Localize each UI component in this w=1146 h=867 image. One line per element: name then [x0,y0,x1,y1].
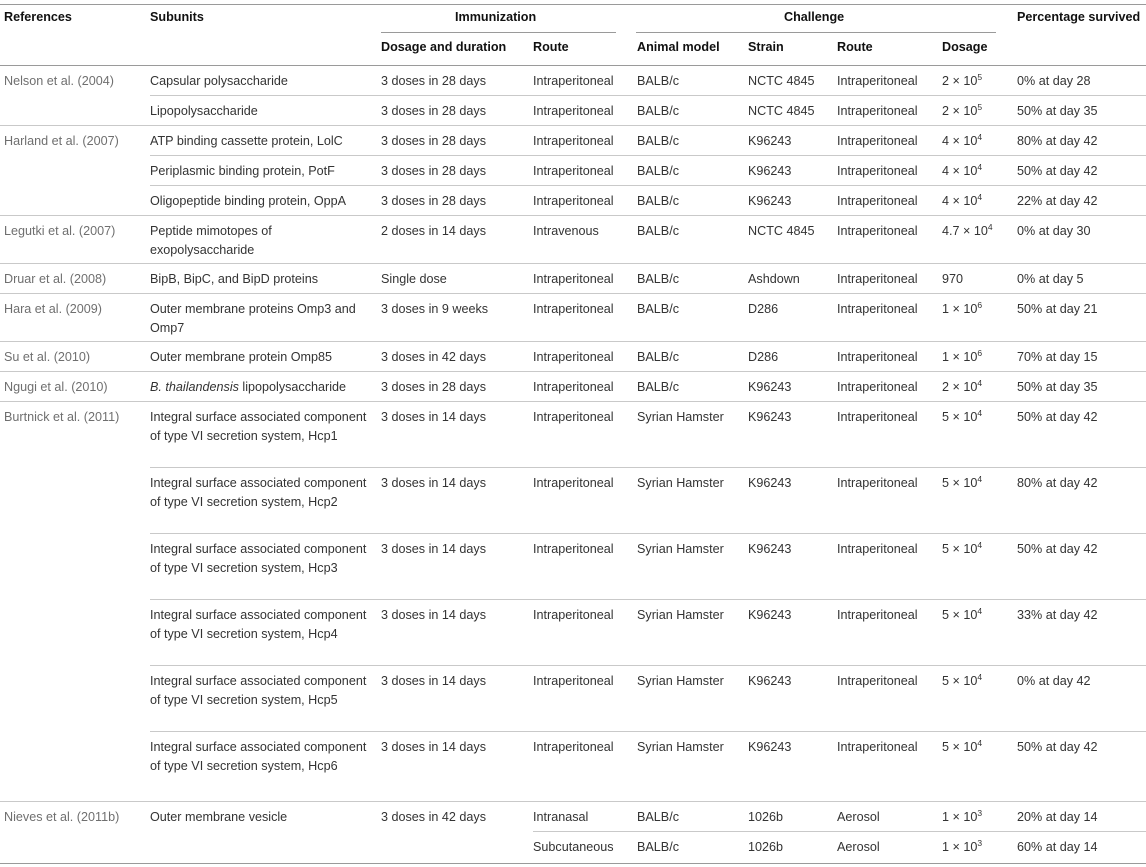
cell-challenge-route: Intraperitoneal [837,74,918,88]
dosage-exponent: 4 [977,378,983,388]
cell-strain: K96243 [748,542,792,556]
cell-challenge-dosage [942,378,982,397]
cell-animal-model: BALB/c [637,194,679,208]
cell-dosage-duration: 3 doses in 14 days [381,674,487,688]
row-rule [0,293,1146,294]
cell-immunization-route: Intraperitoneal [533,134,614,148]
cell-dosage-duration: 3 doses in 42 days [381,350,487,364]
header-bottom-rule [0,65,1146,66]
cell-reference: Druar et al. (2008) [4,272,107,286]
cell-dosage-duration: 3 doses in 14 days [381,542,487,556]
cell-strain: K96243 [748,410,792,424]
cell-subunit: Integral surface associated component of type VI secretion system, Hcp6 [150,740,367,773]
cell-dosage-duration: 3 doses in 14 days [381,476,487,490]
cell-dosage-duration: 3 doses in 42 days [381,810,487,824]
row-rule [0,215,1146,216]
cell-percentage-survived: 80% at day 42 [1017,134,1098,148]
header-immunization: Immunization [455,10,537,24]
cell-immunization-route: Intraperitoneal [533,302,614,316]
cell-percentage-survived: 50% at day 42 [1017,542,1098,556]
cell-challenge-dosage [942,540,982,559]
cell-challenge-route: Intraperitoneal [837,194,918,208]
cell-strain: K96243 [748,380,792,394]
dosage-base: 5 × 10 [942,476,978,490]
cell-challenge-route: Intraperitoneal [837,224,918,238]
cell-challenge-dosage [942,192,982,211]
cell-immunization-route: Subcutaneous [533,840,614,854]
cell-animal-model: BALB/c [637,272,679,286]
row-rule [150,185,1146,186]
cell-challenge-dosage [942,738,982,757]
dosage-base: 5 × 10 [942,674,978,688]
cell-challenge-route: Intraperitoneal [837,608,918,622]
cell-immunization-route: Intraperitoneal [533,476,614,490]
dosage-exponent: 4 [977,738,983,748]
cell-immunization-route: Intraperitoneal [533,104,614,118]
cell-dosage-duration: 2 doses in 14 days [381,224,487,238]
cell-challenge-route: Intraperitoneal [837,740,918,754]
cell-immunization-route: Intraperitoneal [533,380,614,394]
cell-subunit: Oligopeptide binding protein, OppA [150,194,347,208]
dosage-base: 5 × 10 [942,542,978,556]
cell-animal-model: Syrian Hamster [637,608,724,622]
cell-strain: K96243 [748,476,792,490]
cell-percentage-survived: 0% at day 5 [1017,272,1084,286]
cell-challenge-dosage [942,474,982,493]
dosage-exponent: 4 [977,606,983,616]
dosage-base: 4 × 10 [942,194,978,208]
dosage-exponent: 4 [977,672,983,682]
cell-animal-model: BALB/c [637,380,679,394]
dosage-base: 5 × 10 [942,740,978,754]
cell-subunit: Capsular polysaccharide [150,74,288,88]
header-dosage: Dosage [942,40,988,54]
header-references: References [4,10,72,24]
dosage-base: 2 × 10 [942,104,978,118]
cell-challenge-route: Intraperitoneal [837,302,918,316]
cell-challenge-route: Intraperitoneal [837,350,918,364]
cell-dosage-duration: 3 doses in 28 days [381,134,487,148]
dosage-base: 1 × 10 [942,840,978,854]
row-rule [0,125,1146,126]
cell-reference: Legutki et al. (2007) [4,224,116,238]
cell-challenge-route: Intraperitoneal [837,674,918,688]
table-top-rule [0,4,1146,5]
header-challenge-route: Route [837,40,873,54]
cell-dosage-duration: 3 doses in 9 weeks [381,302,489,316]
immunization-span-rule [381,32,616,33]
cell-challenge-dosage [942,348,982,367]
row-rule [150,467,1146,468]
cell-percentage-survived: 50% at day 42 [1017,740,1098,754]
dosage-base: 2 × 10 [942,74,978,88]
cell-animal-model: BALB/c [637,810,679,824]
dosage-base: 1 × 10 [942,302,978,316]
cell-strain: D286 [748,302,779,316]
row-rule [0,341,1146,342]
cell-immunization-route: Intraperitoneal [533,272,614,286]
dosage-base: 2 × 10 [942,380,978,394]
cell-immunization-route: Intranasal [533,810,589,824]
cell-animal-model: Syrian Hamster [637,410,724,424]
row-rule [150,599,1146,600]
dosage-base: 970 [942,272,964,286]
cell-reference: Hara et al. (2009) [4,302,103,316]
cell-dosage-duration: 3 doses in 28 days [381,104,487,118]
row-rule [0,863,1146,864]
cell-challenge-dosage [942,838,982,857]
cell-immunization-route: Intraperitoneal [533,164,614,178]
cell-strain: K96243 [748,608,792,622]
cell-immunization-route: Intravenous [533,224,599,238]
cell-dosage-duration: 3 doses in 28 days [381,194,487,208]
cell-challenge-route: Intraperitoneal [837,542,918,556]
cell-challenge-route: Intraperitoneal [837,410,918,424]
header-immunization-route: Route [533,40,569,54]
cell-animal-model: BALB/c [637,104,679,118]
cell-animal-model: Syrian Hamster [637,674,724,688]
cell-animal-model: BALB/c [637,350,679,364]
cell-animal-model: Syrian Hamster [637,476,724,490]
dosage-base: 5 × 10 [942,608,978,622]
cell-subunit: Integral surface associated component of type VI secretion system, Hcp4 [150,608,367,641]
dosage-exponent: 4 [987,222,993,232]
row-rule [150,731,1146,732]
cell-challenge-dosage [942,72,982,91]
cell-immunization-route: Intraperitoneal [533,410,614,424]
cell-challenge-route: Intraperitoneal [837,380,918,394]
cell-subunit: Outer membrane proteins Omp3 and Omp7 [150,302,356,335]
header-challenge: Challenge [784,10,845,24]
dosage-exponent: 5 [977,102,983,112]
cell-challenge-dosage [942,162,982,181]
dosage-base: 1 × 10 [942,810,978,824]
cell-strain: D286 [748,350,779,364]
row-rule [150,533,1146,534]
row-rule [150,665,1146,666]
dosage-base: 4.7 × 10 [942,224,988,238]
cell-animal-model: BALB/c [637,840,679,854]
cell-percentage-survived: 50% at day 42 [1017,410,1098,424]
cell-immunization-route: Intraperitoneal [533,608,614,622]
subunit-text: lipopolysaccharide [238,380,347,394]
subunit-italic-species: B. thailandensis [150,380,239,394]
cell-challenge-route: Intraperitoneal [837,134,918,148]
dosage-exponent: 3 [977,808,983,818]
cell-subunit [150,378,370,397]
cell-challenge-dosage [942,300,982,319]
cell-immunization-route: Intraperitoneal [533,74,614,88]
cell-strain: NCTC 4845 [748,224,815,238]
cell-subunit: Peptide mimotopes of exopolysaccharide [150,224,272,257]
cell-percentage-survived: 0% at day 42 [1017,674,1091,688]
cell-challenge-route: Intraperitoneal [837,104,918,118]
dosage-base: 4 × 10 [942,164,978,178]
cell-reference: Su et al. (2010) [4,350,91,364]
cell-challenge-route: Aerosol [837,810,880,824]
cell-challenge-dosage [942,672,982,691]
cell-dosage-duration: 3 doses in 28 days [381,74,487,88]
cell-immunization-route: Intraperitoneal [533,542,614,556]
cell-dosage-duration: 3 doses in 14 days [381,740,487,754]
cell-animal-model: BALB/c [637,302,679,316]
cell-subunit: Periplasmic binding protein, PotF [150,164,335,178]
header-dosage-duration: Dosage and duration [381,40,507,54]
cell-percentage-survived: 0% at day 28 [1017,74,1091,88]
cell-strain: K96243 [748,740,792,754]
cell-dosage-duration: 3 doses in 14 days [381,410,487,424]
cell-animal-model: Syrian Hamster [637,740,724,754]
cell-reference: Harland et al. (2007) [4,134,119,148]
cell-immunization-route: Intraperitoneal [533,674,614,688]
challenge-span-rule [636,32,996,33]
cell-subunit: Integral surface associated component of type VI secretion system, Hcp3 [150,542,367,575]
cell-immunization-route: Intraperitoneal [533,740,614,754]
cell-challenge-dosage [942,808,982,827]
row-rule [150,95,1146,96]
cell-immunization-route: Intraperitoneal [533,350,614,364]
dosage-exponent: 4 [977,192,983,202]
dosage-exponent: 6 [977,300,983,310]
cell-challenge-route: Intraperitoneal [837,272,918,286]
cell-challenge-dosage [942,606,982,625]
dosage-exponent: 4 [977,408,983,418]
dosage-exponent: 4 [977,540,983,550]
cell-dosage-duration: 3 doses in 14 days [381,608,487,622]
row-rule [533,831,1146,832]
cell-challenge-dosage [942,222,993,241]
dosage-exponent: 5 [977,72,983,82]
cell-challenge-dosage [942,270,963,289]
row-rule [0,801,1146,802]
cell-percentage-survived: 50% at day 42 [1017,164,1098,178]
cell-reference: Ngugi et al. (2010) [4,380,108,394]
row-rule [150,155,1146,156]
header-animal-model: Animal model [637,40,720,54]
cell-challenge-dosage [942,408,982,427]
cell-subunit: Integral surface associated component of type VI secretion system, Hcp2 [150,476,367,509]
cell-animal-model: BALB/c [637,134,679,148]
cell-dosage-duration: 3 doses in 28 days [381,164,487,178]
cell-challenge-route: Intraperitoneal [837,476,918,490]
cell-percentage-survived: 60% at day 14 [1017,840,1098,854]
cell-reference: Nieves et al. (2011b) [4,810,120,824]
cell-reference: Burtnick et al. (2011) [4,410,120,424]
header-subunits: Subunits [150,10,204,24]
cell-subunit: Outer membrane protein Omp85 [150,350,332,364]
header-strain: Strain [748,40,784,54]
cell-dosage-duration: 3 doses in 28 days [381,380,487,394]
cell-percentage-survived: 33% at day 42 [1017,608,1098,622]
cell-challenge-dosage [942,132,982,151]
cell-strain: K96243 [748,194,792,208]
cell-percentage-survived: 0% at day 30 [1017,224,1091,238]
cell-immunization-route: Intraperitoneal [533,194,614,208]
cell-animal-model: Syrian Hamster [637,542,724,556]
cell-animal-model: BALB/c [637,164,679,178]
cell-strain: Ashdown [748,272,800,286]
dosage-base: 4 × 10 [942,134,978,148]
cell-percentage-survived: 70% at day 15 [1017,350,1098,364]
cell-subunit: Outer membrane vesicle [150,810,288,824]
cell-animal-model: BALB/c [637,224,679,238]
cell-challenge-route: Aerosol [837,840,880,854]
dosage-exponent: 4 [977,132,983,142]
cell-subunit: Integral surface associated component of type VI secretion system, Hcp1 [150,410,367,443]
header-percentage-survived: Percentage survived [1017,10,1141,24]
dosage-exponent: 4 [977,162,983,172]
row-rule [0,371,1146,372]
dosage-exponent: 6 [977,348,983,358]
cell-percentage-survived: 20% at day 14 [1017,810,1098,824]
cell-subunit: ATP binding cassette protein, LolC [150,134,343,148]
cell-challenge-route: Intraperitoneal [837,164,918,178]
row-rule [0,401,1146,402]
cell-strain: NCTC 4845 [748,74,815,88]
cell-percentage-survived: 22% at day 42 [1017,194,1098,208]
cell-subunit: Lipopolysaccharide [150,104,258,118]
dosage-exponent: 3 [977,838,983,848]
row-rule [0,263,1146,264]
cell-percentage-survived: 80% at day 42 [1017,476,1098,490]
cell-strain: 1026b [748,840,784,854]
cell-strain: K96243 [748,134,792,148]
dosage-base: 1 × 10 [942,350,978,364]
cell-challenge-dosage [942,102,982,121]
cell-strain: 1026b [748,810,784,824]
cell-percentage-survived: 50% at day 35 [1017,380,1098,394]
dosage-base: 5 × 10 [942,410,978,424]
cell-percentage-survived: 50% at day 35 [1017,104,1098,118]
dosage-exponent: 4 [977,474,983,484]
cell-animal-model: BALB/c [637,74,679,88]
cell-reference: Nelson et al. (2004) [4,74,114,88]
cell-subunit: Integral surface associated component of type VI secretion system, Hcp5 [150,674,367,707]
cell-dosage-duration: Single dose [381,272,447,286]
cell-strain: K96243 [748,164,792,178]
cell-subunit: BipB, BipC, and BipD proteins [150,272,319,286]
cell-percentage-survived: 50% at day 21 [1017,302,1098,316]
cell-strain: NCTC 4845 [748,104,815,118]
cell-strain: K96243 [748,674,792,688]
